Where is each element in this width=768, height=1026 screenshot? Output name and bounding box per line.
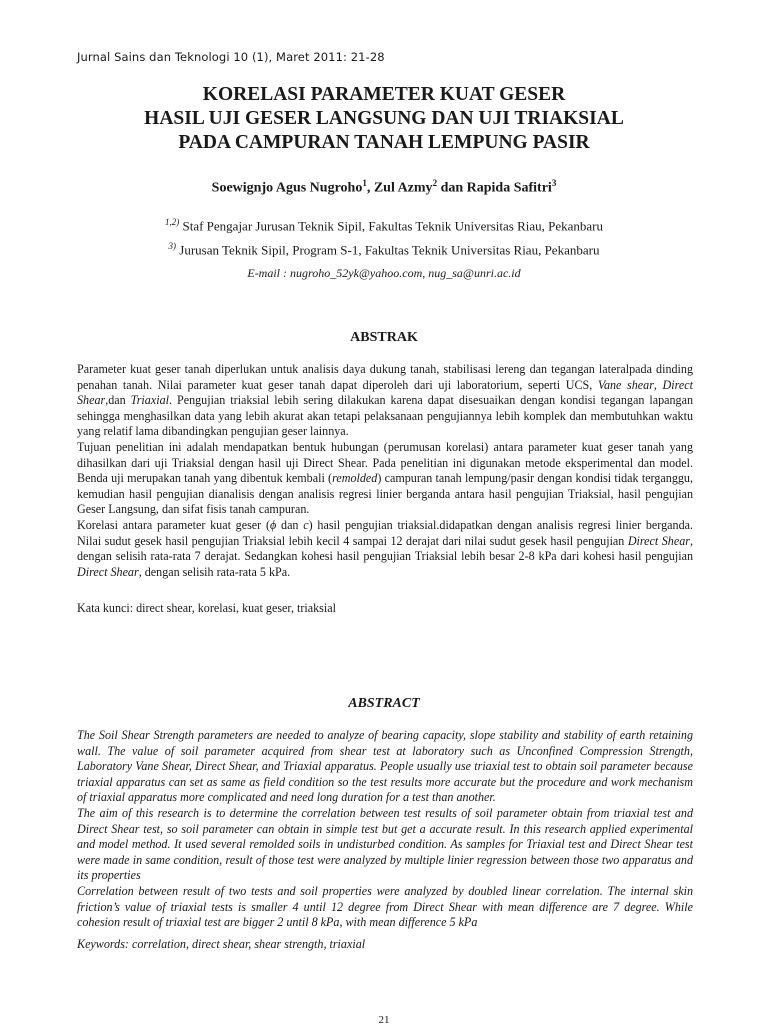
kata-kunci: Kata kunci: direct shear, korelasi, kuat geser, triaksial — [77, 601, 336, 615]
text-run: , — [653, 377, 663, 392]
author-1: Soewignjo Agus Nugroho — [211, 180, 363, 196]
paper-title — [0, 83, 768, 155]
italic-term: remolded — [332, 471, 378, 486]
contact-email: E-mail : nugroho_52yk@yahoo.com, nug_sa@unri.ac.id — [247, 266, 521, 280]
text-run: ) campuran tanah lempung/pasir dengan kondisi tidak terganggu, kemudian hasil pengujian dianalisis dengan analisis regresi linier berganda antara hasil pengujian Triaksial, hasil pengujian Geser Langsung, dan sifat fisis tanah campuran. — [77, 471, 693, 517]
text-run: , dengan selisih rata-rata 5 kPa. — [138, 564, 291, 579]
journal-citation: Jurnal Sains dan Teknologi 10 (1), Maret 2011: 21-28 — [77, 50, 385, 64]
affiliation-2 — [0, 236, 768, 260]
title-line-3: PADA CAMPURAN TANAH LEMPUNG PASIR — [178, 132, 590, 153]
author-1-mark: 1 — [362, 178, 367, 188]
affiliations — [0, 212, 768, 261]
keywords: Keywords: correlation, direct shear, shear strength, triaxial — [77, 937, 366, 951]
affiliation-2-text: Jurusan Teknik Sipil, Program S-1, Fakultas Teknik Universitas Riau, Pekanbaru — [179, 242, 600, 258]
italic-term: Direct Shear — [77, 564, 139, 579]
title-line-1: KORELASI PARAMETER KUAT GESER — [202, 84, 566, 105]
text-run: . Pengujian triaksial lebih sering dilakukan karena dapat disesuaikan dengan kondisi tegangan lapangan sehingga menghasilkan data yang lebih akurat akan tetapi pelaksanaan pengujiannya lebih komplek dan membutuhkan waktu yang relatif lama dibandingkan pengujian geser lainnya. — [77, 393, 693, 439]
text-run: ,dan — [105, 393, 131, 408]
italic-term: Direct Shear — [77, 377, 693, 408]
page-number: 21 — [378, 1014, 390, 1026]
text-run: Korelasi antara parameter kuat geser ( — [77, 517, 270, 532]
abstrak-paragraph-3 — [77, 518, 693, 580]
abstrak-paragraph-2 — [77, 440, 693, 518]
text-run: Tujuan penelitian ini adalah mendapatkan bentuk hubungan (perumusan korelasi) antara parameter kuat geser tanah yang dihasilkan dari uji Triaksial dengan hasil uji Direct Shear. Pada penelitian ini digunakan metode eksperimental dan model. Benda uji merupakan tanah yang dibentuk kembali ( — [77, 439, 693, 486]
italic-term: c — [303, 517, 309, 532]
text-run: dan — [276, 517, 304, 532]
affiliation-1-mark: 1,2) — [164, 217, 180, 227]
italic-term: Triaxial — [130, 393, 169, 408]
abstract-paragraph-2: The aim of this research is to determine the correlation between test results of soil parameter obtain from triaxial test and Direct Shear test, so soil parameter can obtain in simple test but get a accurate result. In this research applied experimental and model method. It used several remolded soils in undisturbed condition. As samples for Triaxial test and Direct Shear test were made in same condition, result of those test were analyzed by multiple linier regression between those two apparatus and its properties — [77, 805, 693, 883]
italic-term: Vane shear — [597, 377, 654, 392]
text-run: Parameter kuat geser tanah diperlukan untuk analisis daya dukung tanah, stabilisasi lereng dan tegangan lateralpada dinding penahan tanah. Nilai parameter kuat geser tanah dapat diperoleh dari uji laboratorium, seperti UCS, — [77, 362, 693, 392]
affiliation-1-text: Staf Pengajar Jurusan Teknik Sipil, Fakultas Teknik Universitas Riau, Pekanbaru — [182, 218, 603, 234]
abstract-paragraph-1: The Soil Shear Strength parameters are needed to analyze of bearing capacity, slope stability and stability of earth retaining wall. The value of soil parameter acquired from shear test at laboratory such as Unconfined Compression Strength, Laboratory Vane Shear, Direct Shear, and Triaxial apparatus. People usually use triaxial test to obtain soil parameter because triaxial apparatus can set as same as field condition so the test results more accurate but the procedure and work mechanism of triaxial apparatus more complicated and need long duration for a test than another. — [77, 728, 693, 805]
author-2: Zul Azmy — [373, 180, 433, 196]
italic-term: ϕ — [270, 517, 277, 532]
author-list — [0, 178, 768, 197]
author-separator: , — [366, 180, 374, 196]
abstract-heading: ABSTRACT — [348, 696, 420, 711]
abstrak-heading: ABSTRAK — [350, 330, 418, 345]
author-3: Rapida Safitri — [466, 180, 552, 196]
author-3-mark: 3 — [551, 178, 557, 188]
italic-term: Direct Shear — [627, 533, 690, 548]
text-run: ) hasil pengujian triaksial.didapatkan dengan analisis regresi linier berganda. Nilai sudut gesek hasil pengujian Triaksial lebih kecil 4 sampai 12 derajat dari nilai sudut gesek hasil pengujian — [77, 517, 694, 548]
abstrak-paragraph-1 — [77, 362, 693, 440]
author-separator: dan — [437, 180, 467, 196]
abstract-body — [77, 728, 693, 931]
abstrak-body — [77, 362, 693, 580]
abstract-paragraph-3: Correlation between result of two tests and soil properties were analyzed by doubled linear correlation. The internal skin friction’s value of triaxial tests is smaller 4 until 12 degree from Direct Shear with mean difference are 7 degree. While cohesion result of triaxial test are bigger 2 until 8 kPa, with mean difference 5 kPa — [77, 883, 693, 930]
affiliation-1 — [0, 212, 768, 236]
title-line-2: HASIL UJI GESER LANGSUNG DAN UJI TRIAKSIAL — [144, 108, 624, 129]
affiliation-2-mark: 3) — [168, 241, 177, 252]
author-2-mark: 2 — [432, 178, 438, 188]
text-run: , dengan selisih rata-rata 7 derajat. Sedangkan kohesi hasil pengujian Triaksial lebih besar 2-8 kPa dari kohesi hasil pengujian — [77, 533, 693, 564]
